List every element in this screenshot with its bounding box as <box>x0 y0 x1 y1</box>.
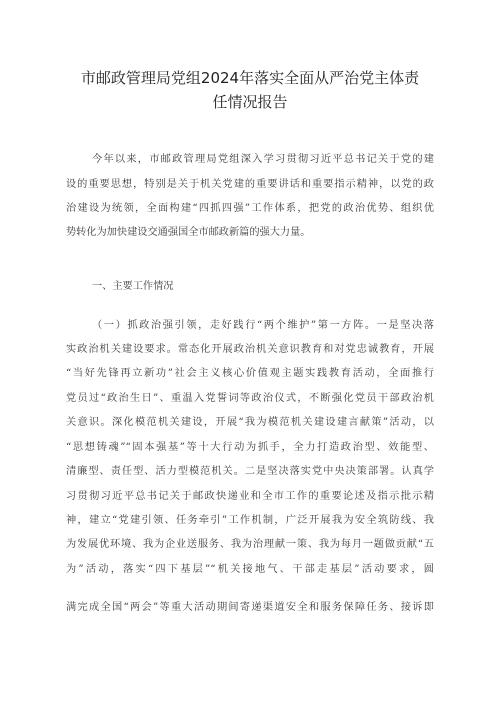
paragraph-line: 为发展优环境、我为企业送服务、我为治理献一策、我为每月一题做贡献“五 <box>66 539 434 550</box>
section-heading: 一、主要工作情况 <box>92 281 174 292</box>
paragraph-line: 习贯彻习近平总书记关于邮政快递业和全市工作的重要论述及指示批示精 <box>66 491 434 502</box>
paragraph-line: 满完成全国“两会”等重大活动期间寄递渠道安全和服务保障任务、接诉即 <box>66 602 434 613</box>
paragraph-line: 今年以来，市邮政管理局党组深入学习贯彻习近平总书记关于党的建 <box>92 154 434 165</box>
paragraph-line: “当好先锋再立新功”社会主义核心价值观主题实践教育活动，全面推行 <box>66 368 434 379</box>
paragraph-line: 清廉型、责任型、活力型模范机关。二是坚决落实党中央决策部署。认真学 <box>66 466 434 477</box>
paragraph-line: 实政治机关建设要求。常态化开展政治机关意识教育和对党忠诚教育，开展 <box>66 344 434 355</box>
paragraph-line: 为”活动，落实“四下基层”“机关接地气、干部走基层”活动要求，圆 <box>66 564 434 575</box>
paragraph-line: （一）抓政治强引领，走好践行“两个维护”第一方阵。一是坚决落 <box>92 320 434 331</box>
paragraph-line: 势转化为加快建设交通强国全市邮政新篇的强大力量。 <box>66 227 311 238</box>
paragraph-line: 设的重要思想，特别是关于机关党建的重要讲话和重要指示精神，以党的政 <box>66 179 434 190</box>
paragraph-line: 党员过“政治生日”、重温入党誓词等政治仪式，不断强化党员干部政治机 <box>66 393 434 404</box>
title-line-1: 市邮政管理局党组2024年落实全面从严治党主体责 <box>80 69 420 87</box>
paragraph-line: 神，建立“党建引领、任务牵引”工作机制，广泛开展我为安全筑防线、我 <box>66 515 434 526</box>
paragraph-line: 关意识。深化模范机关建设，开展“我为模范机关建设建言献策”活动，以 <box>66 417 434 428</box>
title-line-2: 任情况报告 <box>212 93 288 111</box>
paragraph-line: 治建设为统领，全面构建“四抓四强”工作体系，把党的政治优势、组织优 <box>66 203 434 214</box>
paragraph-line: “思想铸魂”“固本强基”等十大行动为抓手，全力打造政治型、效能型、 <box>66 442 434 453</box>
document-title <box>60 66 440 114</box>
